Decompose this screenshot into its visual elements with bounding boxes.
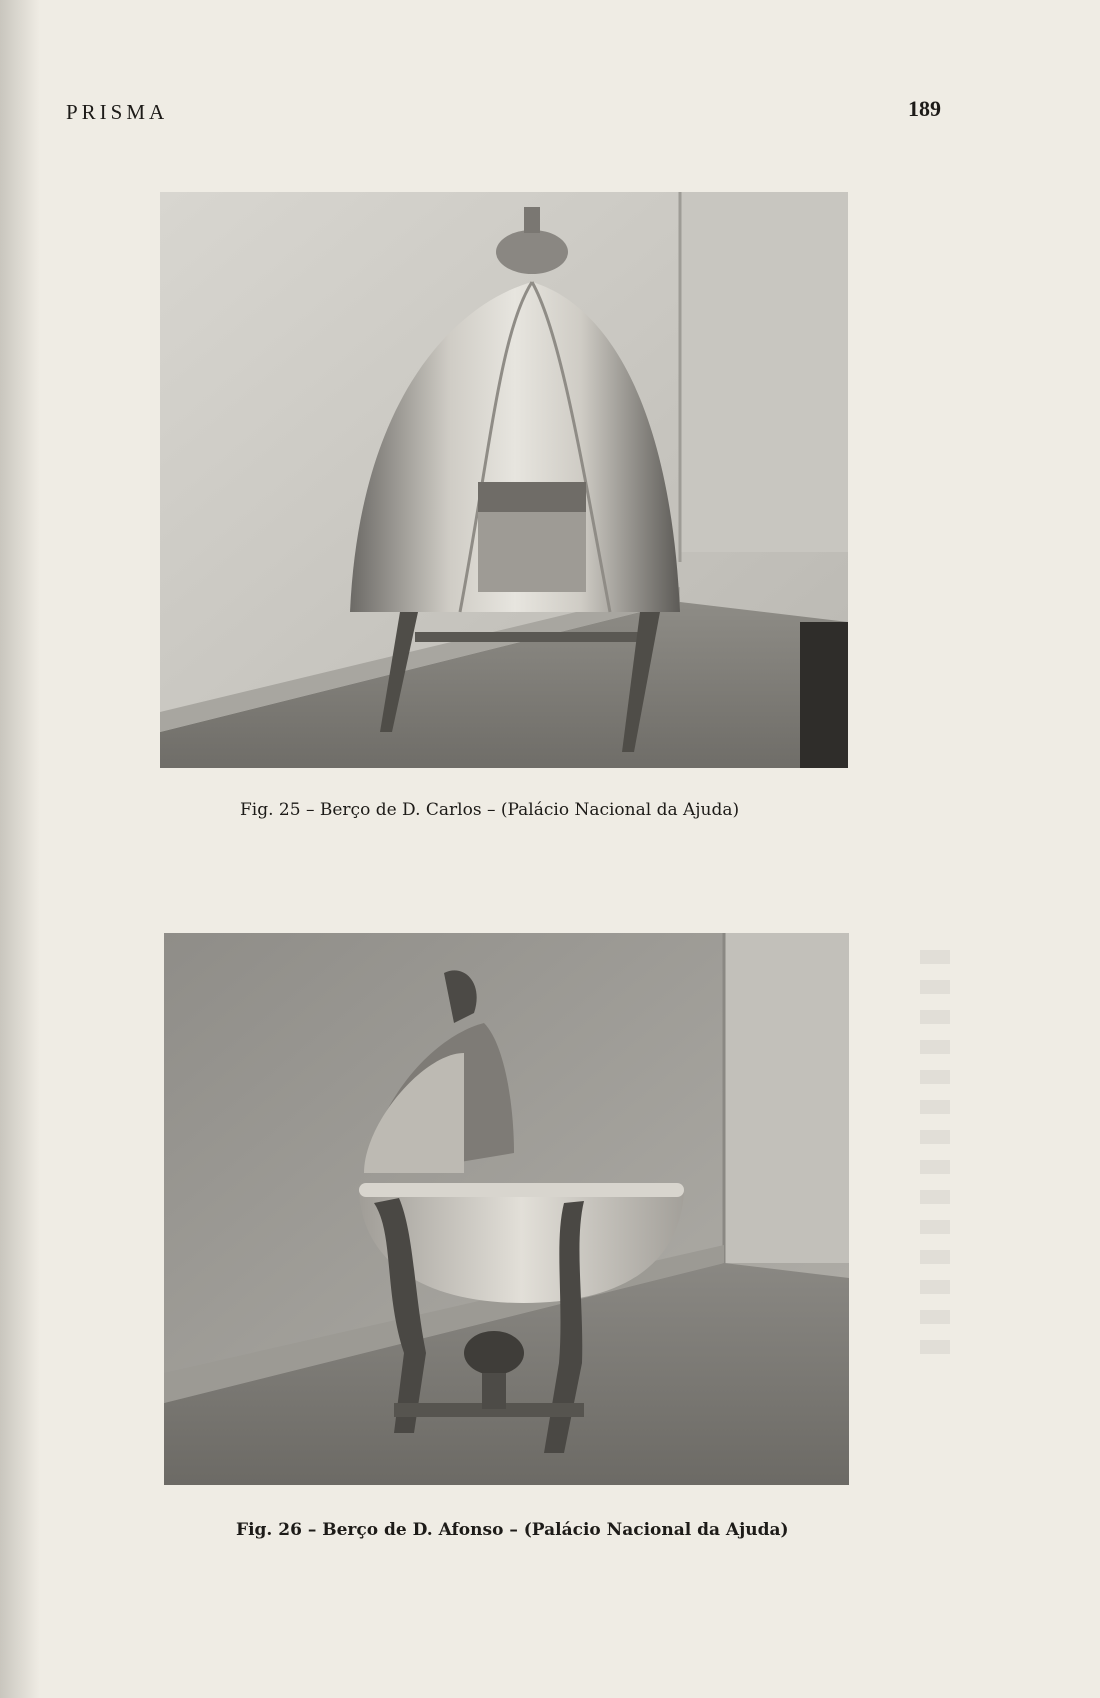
figure-25-caption: Fig. 25 – Berço de D. Carlos – (Palácio Nacional da Ajuda) [240,800,740,820]
cradle-canopy-illustration [160,192,848,768]
journal-title: PRISMA [66,100,169,124]
figure-25-photo [160,192,848,768]
page-gutter-shadow [0,0,40,1698]
figure-26-photo [164,933,849,1485]
cradle-hood-illustration [164,933,849,1485]
page-number: 189 [908,96,941,121]
bleed-through-text [920,950,950,1370]
figure-26-caption: Fig. 26 – Berço de D. Afonso – (Palácio Nacional da Ajuda) [236,1520,789,1540]
